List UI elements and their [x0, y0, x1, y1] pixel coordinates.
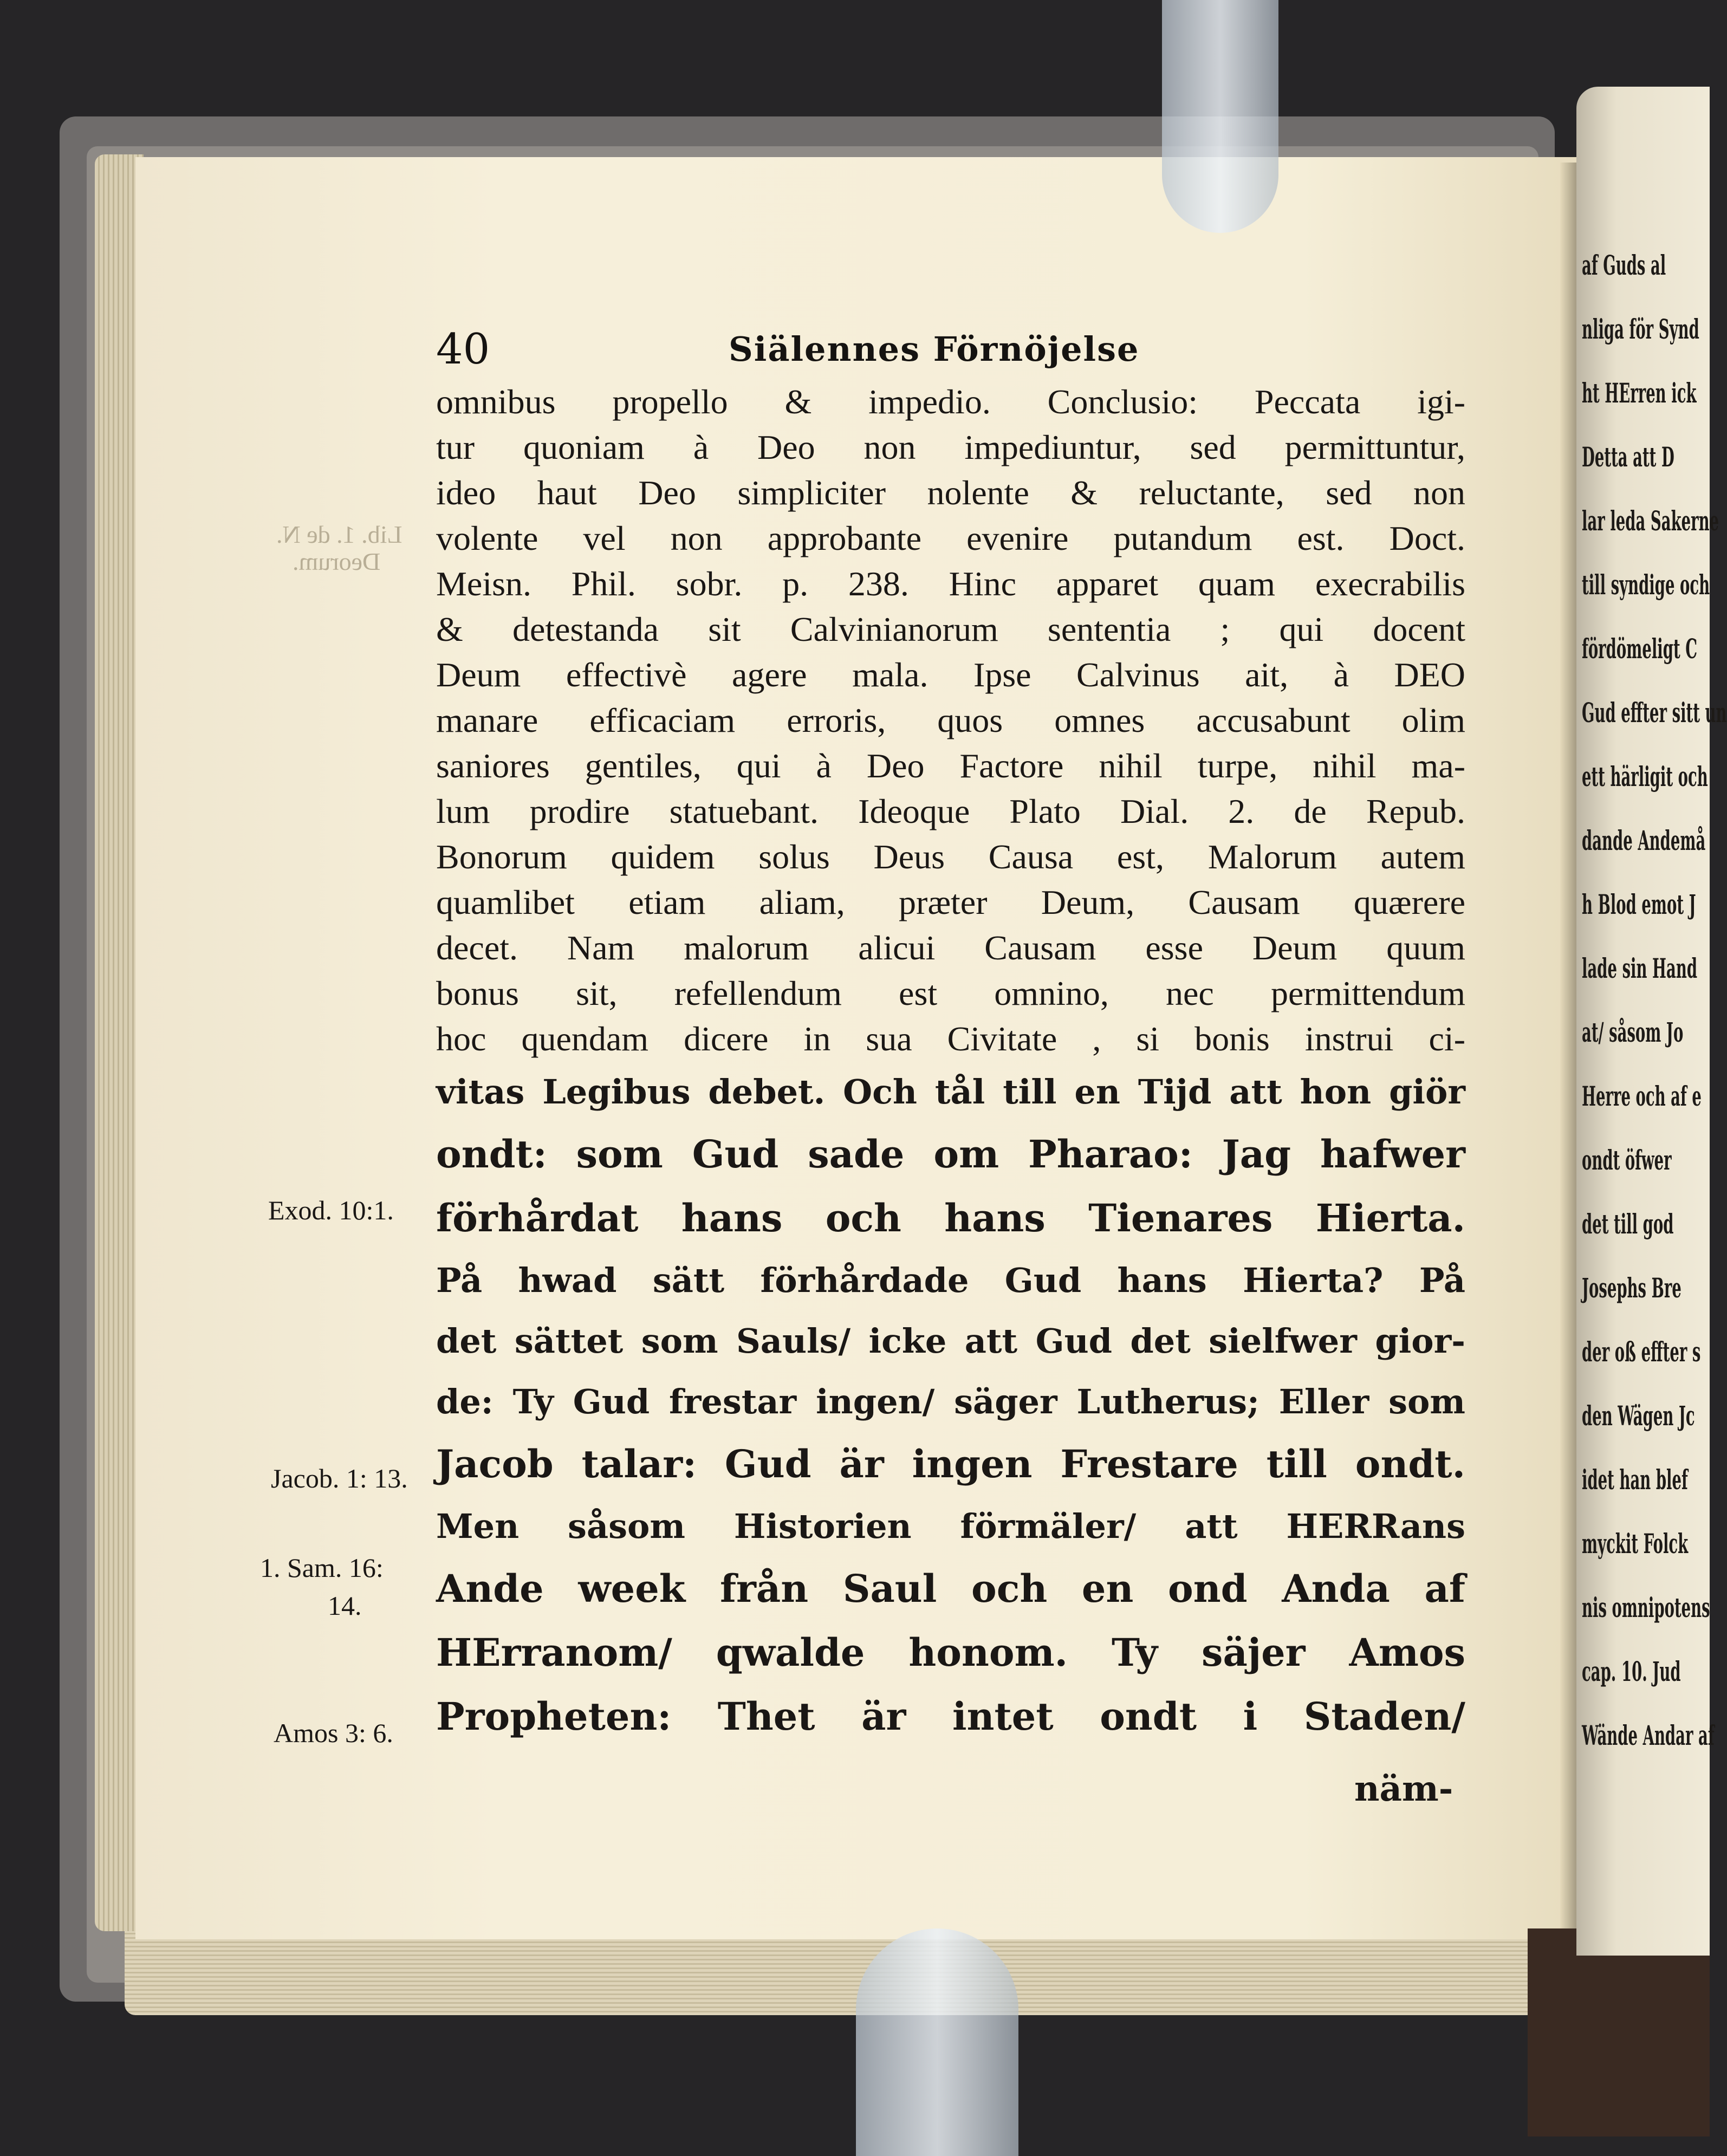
facing-page-line: ondt öfwer [1582, 1144, 1672, 1176]
facing-page-line: Herre och af e [1582, 1080, 1702, 1112]
facing-page-line: den Wägen Jc [1582, 1400, 1695, 1432]
facing-page-line: Gud effter sitt un [1582, 697, 1727, 729]
facing-page-line: lar leda Sakerne [1582, 505, 1719, 537]
running-title: Siälennes Förnöjelse [729, 329, 1140, 369]
text-line: HErranom/ qwalde honom. Ty säjer Amos [436, 1630, 1465, 1675]
text-line: Men såsom Historien förmäler/ att HERRans [436, 1506, 1465, 1546]
page-holder-clip-bottom [856, 1928, 1018, 2156]
text-line: ideo haut Deo simpliciter nolente & reluctante, sed non [436, 473, 1465, 512]
text-line: manare efficaciam erroris, quos omnes accusabunt olim [436, 701, 1465, 739]
text-line: det sättet som Sauls/ icke att Gud det sielfwer gior- [436, 1321, 1465, 1361]
facing-page [1576, 87, 1727, 1956]
text-line: lum prodire statuebant. Ideoque Plato Dial. 2. de Repub. [436, 792, 1465, 830]
page-holder-clip-top [1162, 0, 1278, 233]
facing-page-line: till syndige och [1582, 569, 1710, 601]
facing-page-line: der oß effter s [1582, 1336, 1701, 1368]
facing-page-line: fördömeligt C [1582, 633, 1698, 665]
facing-page-line: idet han blef [1582, 1464, 1688, 1496]
facing-page-line: af Guds al [1582, 249, 1666, 281]
text-line: de: Ty Gud frestar ingen/ säger Lutherus; Eller som [436, 1382, 1465, 1421]
text-line: omnibus propello & impedio. Conclusio: Peccata igi- [436, 382, 1465, 421]
page-header [436, 325, 1465, 374]
facing-page-line: h Blod emot J [1582, 888, 1696, 920]
text-line: På hwad sätt förhårdade Gud hans Hierta? På [436, 1261, 1465, 1300]
facing-page-line: ett härligit och [1582, 761, 1708, 793]
catchword: näm- [1354, 1769, 1453, 1809]
margin-note: Amos 3: 6. [274, 1718, 393, 1748]
facing-page-line: nis omnipotens [1582, 1592, 1710, 1624]
facing-page-line: at/ såsom Jo [1582, 1016, 1684, 1048]
facing-page-line: Josephs Bre [1582, 1272, 1681, 1304]
text-line: förhårdat hans och hans Tienares Hierta. [436, 1196, 1465, 1241]
margin-note: 14. [328, 1590, 362, 1621]
text-line: vitas Legibus debet. Och tål till en Tijd att hon giör [436, 1072, 1465, 1112]
text-line: volente vel non approbante evenire putandum est. Doct. [436, 519, 1465, 557]
facing-page-line: myckit Folck [1582, 1528, 1689, 1560]
facing-page-line: cap. 10. Jud [1582, 1655, 1681, 1687]
main-text-block [436, 379, 1465, 1749]
facing-page-line: nliga för Synd [1582, 313, 1699, 345]
text-line: ondt: som Gud sade om Pharao: Jag hafwer [436, 1132, 1465, 1177]
margin-note: Jacob. 1: 13. [271, 1463, 408, 1493]
text-line: Bonorum quidem solus Deus Causa est, Malorum autem [436, 837, 1465, 876]
page-block-bottom-edge [125, 1928, 1566, 2015]
text-line: Ande week från Saul och en ond Anda af [436, 1566, 1465, 1611]
bleed-through-note: Deorum. [293, 548, 381, 575]
text-line: decet. Nam malorum alicui Causam esse Deum quum [436, 928, 1465, 967]
text-line: hoc quendam dicere in sua Civitate , si bonis instrui ci- [436, 1019, 1465, 1058]
text-line: Deum effectivè agere mala. Ipse Calvinus ait, à DEO [436, 655, 1465, 694]
text-line: Propheten: Thet är intet ondt i Staden/ [436, 1694, 1465, 1739]
margin-note: Exod. 10:1. [268, 1195, 394, 1225]
book-spine-leather [1528, 1928, 1710, 2136]
margin-note: 1. Sam. 16: [260, 1553, 384, 1583]
facing-page-line: dande Andemå [1582, 824, 1706, 856]
text-line: tur quoniam à Deo non impediuntur, sed permittuntur, [436, 428, 1465, 466]
facing-page-line: lade sin Hand [1582, 952, 1698, 984]
text-line: Meisn. Phil. sobr. p. 238. Hinc apparet quam execrabilis [436, 564, 1465, 603]
text-line: & detestanda sit Calvinianorum sententia ; qui docent [436, 610, 1465, 648]
text-line: bonus sit, refellendum est omnino, nec permittendum [436, 974, 1465, 1012]
facing-page-line: Detta att D [1582, 441, 1674, 473]
bleed-through-note: Lib. 1. de N. [276, 521, 402, 548]
facing-page-line: Wände Andar af [1582, 1719, 1715, 1751]
facing-page-line: ht HErren ick [1582, 377, 1697, 409]
text-line: quamlibet etiam aliam, præter Deum, Causam quærere [436, 883, 1465, 921]
page-number: 40 [436, 325, 490, 374]
text-line: Jacob talar: Gud är ingen Frestare till ondt. [436, 1441, 1465, 1486]
facing-page-line: det till god [1582, 1208, 1674, 1240]
text-line: saniores gentiles, qui à Deo Factore nihil turpe, nihil ma- [436, 746, 1465, 785]
